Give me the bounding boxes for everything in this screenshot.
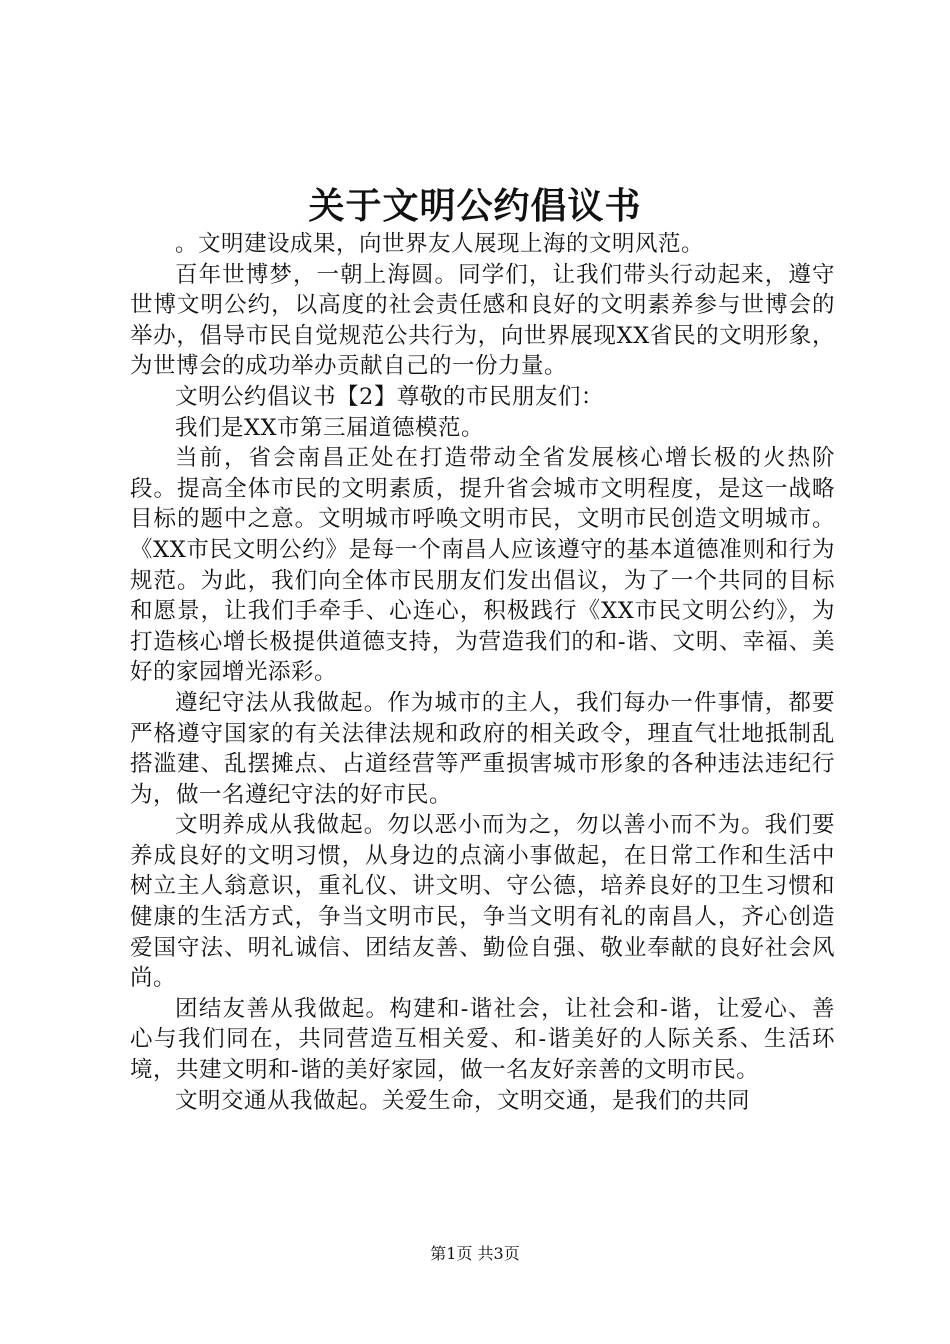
document-title: 关于文明公约倡议书: [308, 186, 642, 227]
paragraph: 。文明建设成果，向世界友人展现上海的文明风范。: [175, 231, 705, 257]
page-number-footer: 第1页 共3页: [430, 1244, 520, 1263]
paragraph: 文明交通从我做起。关爱生命，文明交通，是我们的共同: [175, 1087, 751, 1114]
paragraph: 我们是XX市第三届道德模范。: [175, 414, 485, 441]
document-body: [130, 229, 835, 1116]
paragraph: 文明公约倡议书【2】尊敬的市民朋友们：: [175, 383, 604, 410]
paragraph: 当前，省会南昌正处在打造带动全省发展核心增长极的火热阶段。提高全体市民的文明素质，提升省会城市文明程度，是这一战略目标的题中之意。文明城市呼唤文明市民，文明市民创造文明城市。《XX市民文明公约》是每一个南昌人应该遵守的基本道德准则和行为规范。为此，我们向全体市民朋友们发出倡议，为了一个共同的目标和愿景，让我们手牵手、心连心，积极践行《XX市民文明公约》，为打造核心增长极提供道德支持，为营造我们的和-谐、文明、幸福、美好的家园增光添彩。: [130, 445, 835, 686]
paragraph: 遵纪守法从我做起。作为城市的主人，我们每办一件事情，都要严格遵守国家的有关法律法规和政府的相关政令，理直气壮地抵制乱搭滥建、乱摆摊点、占道经营等严重损害城市形象的各种违法违纪行为，做一名遵纪守法的好市民。: [130, 689, 835, 808]
paragraph: 百年世博梦，一朝上海圆。同学们，让我们带头行动起来，遵守世博文明公约，以高度的社会责任感和良好的文明素养参与世博会的举办，倡导市民自觉规范公共行为，向世界展现XX省民的文明形象，为世博会的成功举办贡献自己的一份力量。: [130, 261, 835, 380]
paragraph: 团结友善从我做起。构建和-谐社会，让社会和-谐，让爱心、善心与我们同在，共同营造互相关爱、和-谐美好的人际关系、生活环境，共建文明和-谐的美好家园，做一名友好亲善的文明市民。: [130, 995, 835, 1084]
paragraph: 文明养成从我做起。勿以恶小而为之，勿以善小而不为。我们要养成良好的文明习惯，从身边的点滴小事做起，在日常工作和生活中树立主人翁意识，重礼仪、讲文明、守公德，培养良好的卫生习惯和健康的生活方式，争当文明市民，争当文明有礼的南昌人，齐心创造爱国守法、明礼诚信、团结友善、勤俭自强、敬业奉献的良好社会风尚。: [130, 812, 835, 992]
